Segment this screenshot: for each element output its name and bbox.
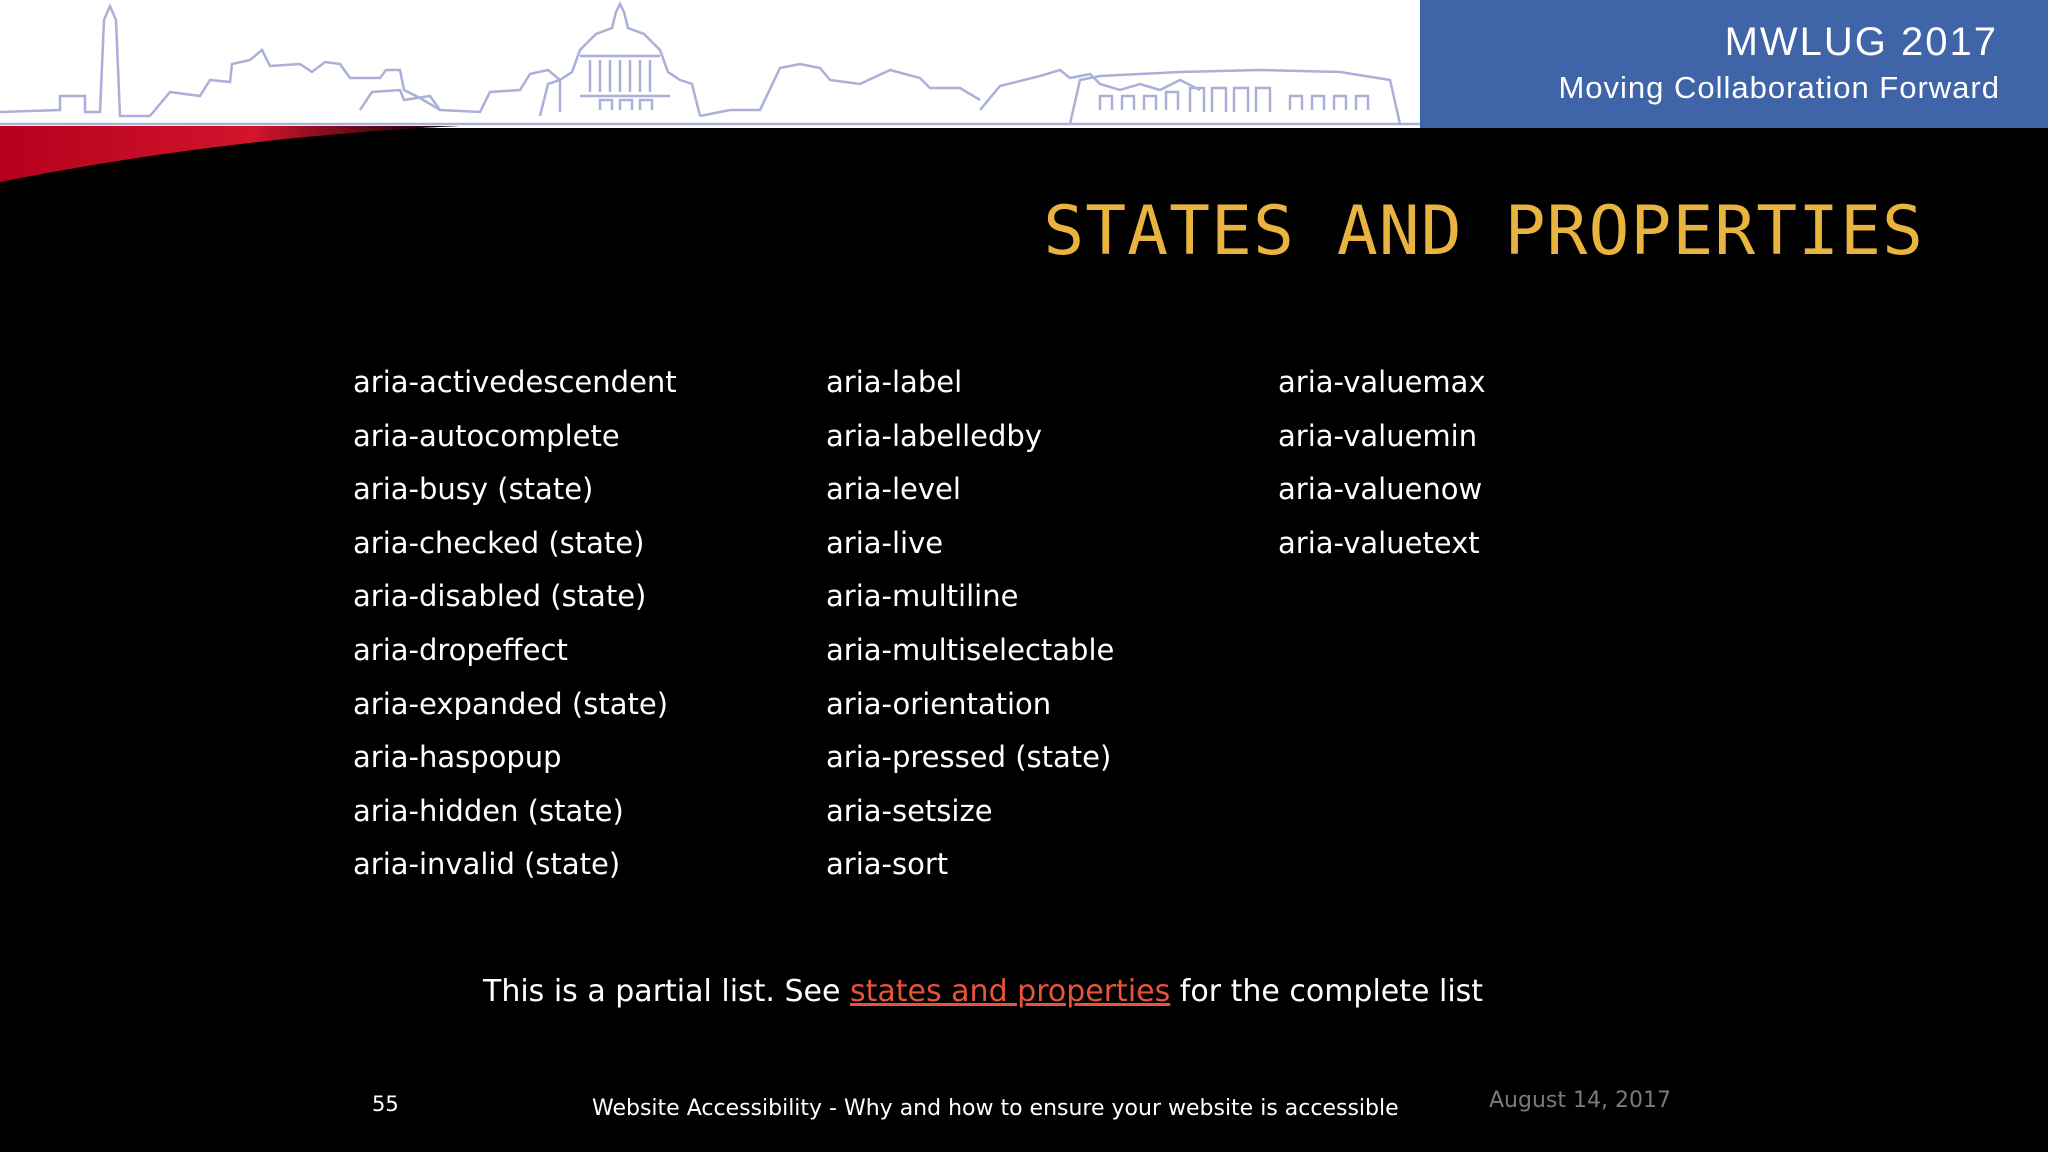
list-item: aria-multiselectable — [826, 632, 1115, 667]
aria-list-column-2 — [826, 362, 1114, 898]
list-item: aria-busy (state) — [353, 472, 594, 507]
list-item: aria-dropeffect — [353, 632, 568, 667]
aria-list-column-3 — [1278, 362, 1486, 576]
list-item: aria-hidden (state) — [353, 793, 624, 828]
page-number: 55 — [372, 1092, 399, 1116]
header-banner — [0, 0, 2048, 128]
list-item: aria-autocomplete — [353, 418, 620, 453]
list-item: aria-activedescendent — [353, 365, 677, 399]
red-swoosh-accent — [0, 126, 460, 186]
note-text-after: for the complete list — [1170, 974, 1484, 1009]
brand-box — [1420, 0, 2048, 128]
list-item: aria-setsize — [826, 793, 993, 828]
list-item: aria-pressed (state) — [826, 740, 1112, 775]
list-item: aria-level — [826, 472, 961, 507]
list-item: aria-sort — [826, 847, 949, 882]
list-item: aria-checked (state) — [353, 525, 645, 560]
note-text-before: This is a partial list. See — [483, 974, 851, 1009]
list-item: aria-live — [826, 525, 944, 560]
list-item: aria-expanded (state) — [353, 686, 669, 721]
brand-subtitle: Moving Collaboration Forward — [1558, 70, 2000, 105]
partial-list-note — [483, 974, 1483, 1009]
footer-date: August 14, 2017 — [1489, 1088, 1671, 1113]
footer-text: Website Accessibility - Why and how to ensure your website is accessible — [592, 1096, 1399, 1121]
list-item: aria-disabled (state) — [353, 579, 647, 614]
list-item: aria-valuetext — [1278, 525, 1480, 560]
list-item: aria-multiline — [826, 579, 1019, 614]
list-item: aria-labelledby — [826, 418, 1042, 453]
list-item: aria-valuenow — [1278, 472, 1483, 507]
brand-title: MWLUG 2017 — [1724, 20, 1998, 64]
list-item: aria-label — [826, 365, 963, 399]
list-item: aria-haspopup — [353, 740, 562, 775]
states-and-properties-link[interactable]: states and properties — [850, 974, 1171, 1009]
list-item: aria-valuemax — [1278, 365, 1486, 399]
list-item: aria-invalid (state) — [353, 847, 621, 882]
slide-title: STATES AND PROPERTIES — [1043, 192, 1924, 271]
skyline-illustration — [0, 0, 1420, 128]
list-item: aria-orientation — [826, 686, 1052, 721]
list-item: aria-valuemin — [1278, 418, 1478, 453]
aria-list-column-1 — [353, 362, 677, 898]
